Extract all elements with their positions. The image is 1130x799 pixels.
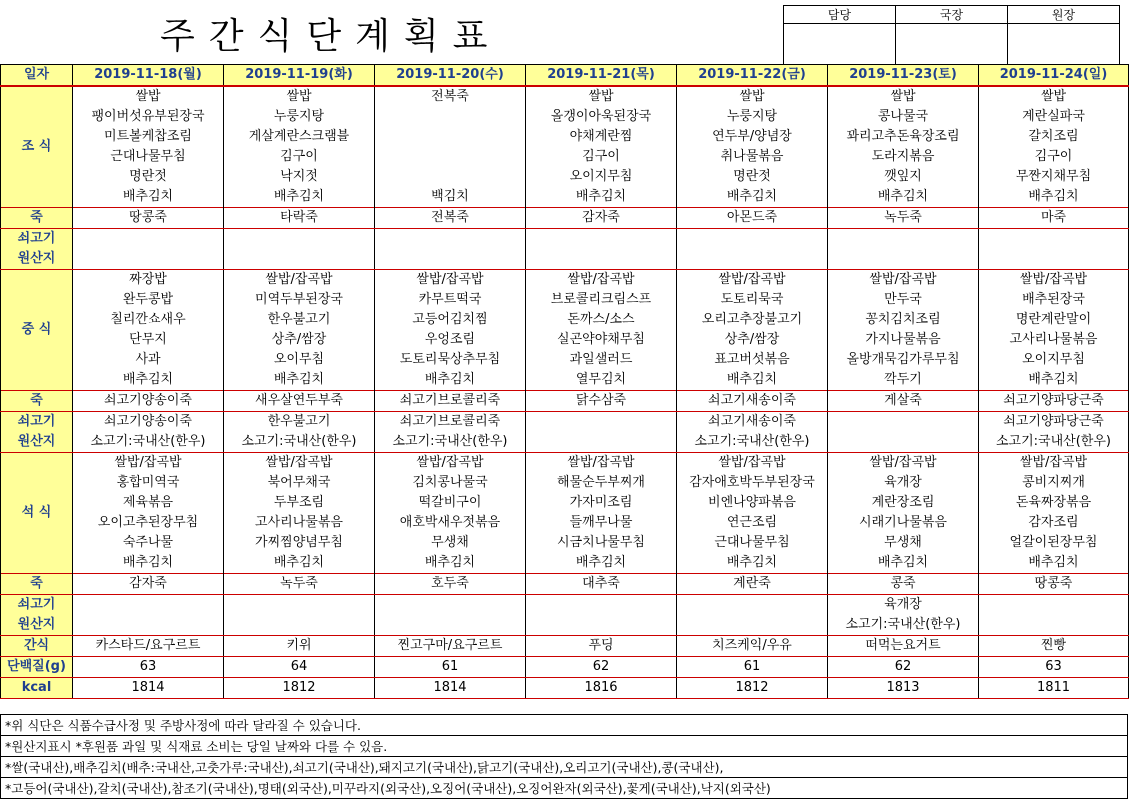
beef-origin-item (375, 249, 526, 270)
beef-origin-item: 쇠고기새송이죽 (677, 412, 828, 433)
beef-origin-item (73, 249, 224, 270)
lunch-item: 칠리깐쇼새우 (73, 310, 224, 330)
kcal-value: 1814 (73, 678, 224, 699)
protein-value: 62 (526, 657, 677, 678)
note-line: *쌀(국내산),배추김치(배추:국내산,고춧가루:국내산),쇠고기(국내산),돼지고기(국내산),닭고기(국내산),오리고기(국내산),콩(국내산), (1, 757, 1128, 778)
beef-origin-item (73, 615, 224, 636)
date-header: 2019-11-21(목) (526, 65, 677, 87)
dinner-item: 육개장 (828, 473, 979, 493)
dinner-item: 쌀밥/잡곡밥 (73, 453, 224, 474)
beef-origin-label: 쇠고기 (1, 229, 73, 250)
lunch-item: 명란계란말이 (979, 310, 1129, 330)
breakfast-item: 명란젓 (73, 167, 224, 187)
breakfast-item: 누룽지탕 (677, 107, 828, 127)
breakfast-label: 조 식 (1, 86, 73, 208)
breakfast-item: 쌀밥 (677, 86, 828, 107)
page-title: 주간식단계획표 (160, 16, 502, 57)
beef-origin-item (375, 229, 526, 250)
dinner-item: 감자애호박두부된장국 (677, 473, 828, 493)
lunch-item: 배추김치 (979, 370, 1129, 391)
beef-origin-item: 소고기:국내산(한우) (224, 432, 375, 453)
beef-origin-label: 원산지 (1, 615, 73, 636)
note-line: *위 식단은 식품수급사정 및 주방사정에 따라 달라질 수 있습니다. (1, 715, 1128, 736)
lunch-item: 배추김치 (73, 370, 224, 391)
breakfast-item: 미트볼케찹조림 (73, 127, 224, 147)
lunch-item: 가지나물볶음 (828, 330, 979, 350)
beef-origin-item: 쇠고기브로콜리죽 (375, 412, 526, 433)
beef-origin-label: 쇠고기 (1, 595, 73, 616)
breakfast-item: 누룽지탕 (224, 107, 375, 127)
lunch-item: 오이무침 (224, 350, 375, 370)
breakfast-item: 배추김치 (224, 187, 375, 208)
dinner-item: 김치콩나물국 (375, 473, 526, 493)
beef-origin-item (979, 615, 1129, 636)
porridge-item: 호두죽 (375, 574, 526, 595)
breakfast-item: 꽈리고추돈육장조림 (828, 127, 979, 147)
lunch-item: 카무트떡국 (375, 290, 526, 310)
porridge-item: 쇠고기양송이죽 (73, 391, 224, 412)
breakfast-item: 배추김치 (526, 187, 677, 208)
lunch-item: 배추김치 (375, 370, 526, 391)
kcal-label: kcal (1, 678, 73, 699)
porridge-item: 마죽 (979, 208, 1129, 229)
lunch-item: 쌀밥/잡곡밥 (677, 270, 828, 291)
beef-origin-item (73, 595, 224, 616)
dinner-item: 쌀밥/잡곡밥 (526, 453, 677, 474)
beef-origin-item (979, 595, 1129, 616)
dinner-item: 무생채 (828, 533, 979, 553)
approval-sign-cell (784, 24, 896, 65)
breakfast-item: 계란실파국 (979, 107, 1129, 127)
dinner-item: 떡갈비구이 (375, 493, 526, 513)
dinner-item: 쌀밥/잡곡밥 (979, 453, 1129, 474)
breakfast-item: 전복죽 (375, 86, 526, 107)
porridge-item: 녹두죽 (828, 208, 979, 229)
lunch-item: 단무지 (73, 330, 224, 350)
lunch-item: 미역두부된장국 (224, 290, 375, 310)
lunch-item: 쌀밥/잡곡밥 (375, 270, 526, 291)
lunch-item: 쌀밥/잡곡밥 (526, 270, 677, 291)
breakfast-item: 배추김치 (979, 187, 1129, 208)
snack-value: 키위 (224, 636, 375, 657)
dinner-item: 쌀밥/잡곡밥 (828, 453, 979, 474)
breakfast-item: 오이지무침 (526, 167, 677, 187)
dinner-item: 숙주나물 (73, 533, 224, 553)
date-header: 2019-11-20(수) (375, 65, 526, 87)
beef-origin-item (224, 595, 375, 616)
breakfast-item: 깻잎지 (828, 167, 979, 187)
breakfast-item: 쌀밥 (73, 86, 224, 107)
dinner-item: 오이고추된장무침 (73, 513, 224, 533)
lunch-item: 배추된장국 (979, 290, 1129, 310)
dinner-item: 얼갈이된장무침 (979, 533, 1129, 553)
dinner-item: 시금치나물무침 (526, 533, 677, 553)
dinner-item: 배추김치 (73, 553, 224, 574)
beef-origin-item (375, 595, 526, 616)
approval-sign-cell (1008, 24, 1120, 65)
porridge-label: 죽 (1, 391, 73, 412)
porridge-item: 전복죽 (375, 208, 526, 229)
date-header: 2019-11-24(일) (979, 65, 1129, 87)
beef-origin-item (828, 412, 979, 433)
lunch-item: 도토리묵국 (677, 290, 828, 310)
lunch-item: 상추/쌈장 (677, 330, 828, 350)
dinner-item: 고사리나물볶음 (224, 513, 375, 533)
notes-box (0, 714, 1128, 799)
breakfast-item: 배추김치 (677, 187, 828, 208)
dinner-item: 배추김치 (677, 553, 828, 574)
beef-origin-item (224, 229, 375, 250)
dinner-item: 쌀밥/잡곡밥 (375, 453, 526, 474)
beef-origin-item: 한우불고기 (224, 412, 375, 433)
lunch-item: 배추김치 (224, 370, 375, 391)
breakfast-item: 낙지젓 (224, 167, 375, 187)
porridge-label: 죽 (1, 574, 73, 595)
snack-value: 찐빵 (979, 636, 1129, 657)
breakfast-item: 배추김치 (73, 187, 224, 208)
protein-value: 63 (979, 657, 1129, 678)
breakfast-item: 도라지볶음 (828, 147, 979, 167)
dinner-item: 돈육짜장볶음 (979, 493, 1129, 513)
porridge-item: 감자죽 (526, 208, 677, 229)
lunch-item: 쌀밥/잡곡밥 (979, 270, 1129, 291)
beef-origin-item (828, 229, 979, 250)
breakfast-item: 백김치 (375, 187, 526, 208)
breakfast-item: 올갱이아욱된장국 (526, 107, 677, 127)
lunch-item: 한우불고기 (224, 310, 375, 330)
porridge-item: 쇠고기브로콜리죽 (375, 391, 526, 412)
breakfast-item: 콩나물국 (828, 107, 979, 127)
beef-origin-item (375, 615, 526, 636)
porridge-item: 쇠고기새송이죽 (677, 391, 828, 412)
porridge-item: 닭수삼죽 (526, 391, 677, 412)
lunch-item: 완두콩밥 (73, 290, 224, 310)
date-header: 2019-11-22(금) (677, 65, 828, 87)
breakfast-item: 쌀밥 (224, 86, 375, 107)
breakfast-item: 야채계란찜 (526, 127, 677, 147)
dinner-item: 배추김치 (224, 553, 375, 574)
beef-origin-item: 쇠고기양송이죽 (73, 412, 224, 433)
beef-origin-item (526, 595, 677, 616)
lunch-item: 열무김치 (526, 370, 677, 391)
approval-box (783, 5, 1120, 65)
porridge-item: 땅콩죽 (73, 208, 224, 229)
beef-origin-item (677, 615, 828, 636)
breakfast-item (375, 107, 526, 127)
dinner-item: 비엔나양파볶음 (677, 493, 828, 513)
beef-origin-item (73, 229, 224, 250)
kcal-value: 1812 (677, 678, 828, 699)
dinner-item: 근대나물무침 (677, 533, 828, 553)
lunch-item: 고등어김치찜 (375, 310, 526, 330)
dinner-item: 배추김치 (979, 553, 1129, 574)
lunch-item: 고사리나물볶음 (979, 330, 1129, 350)
kcal-value: 1813 (828, 678, 979, 699)
lunch-item: 사과 (73, 350, 224, 370)
beef-origin-item (526, 615, 677, 636)
approval-label: 원장 (1008, 6, 1120, 24)
lunch-item: 우엉조림 (375, 330, 526, 350)
dinner-item: 해물순두부찌개 (526, 473, 677, 493)
beef-origin-item (224, 249, 375, 270)
dinner-item: 쌀밥/잡곡밥 (224, 453, 375, 474)
lunch-label: 중 식 (1, 270, 73, 391)
lunch-item: 표고버섯볶음 (677, 350, 828, 370)
kcal-value: 1812 (224, 678, 375, 699)
meal-plan-table (0, 64, 1129, 699)
protein-value: 61 (677, 657, 828, 678)
dinner-item: 가자미조림 (526, 493, 677, 513)
porridge-item: 땅콩죽 (979, 574, 1129, 595)
beef-origin-item (677, 595, 828, 616)
beef-origin-item (526, 412, 677, 433)
protein-value: 63 (73, 657, 224, 678)
beef-origin-item: 소고기:국내산(한우) (979, 432, 1129, 453)
breakfast-item: 김구이 (224, 147, 375, 167)
lunch-item: 짜장밥 (73, 270, 224, 291)
beef-origin-item (979, 249, 1129, 270)
beef-origin-item: 소고기:국내산(한우) (375, 432, 526, 453)
beef-origin-item (526, 249, 677, 270)
breakfast-item: 배추김치 (828, 187, 979, 208)
breakfast-item (375, 127, 526, 147)
dinner-item: 홍합미역국 (73, 473, 224, 493)
beef-origin-item (526, 229, 677, 250)
lunch-item: 만두국 (828, 290, 979, 310)
porridge-item: 계란죽 (677, 574, 828, 595)
dinner-item: 감자조림 (979, 513, 1129, 533)
lunch-item: 올방개묵김가루무침 (828, 350, 979, 370)
kcal-value: 1816 (526, 678, 677, 699)
date-header: 2019-11-19(화) (224, 65, 375, 87)
snack-value: 카스타드/요구르트 (73, 636, 224, 657)
beef-origin-item: 육개장 (828, 595, 979, 616)
beef-origin-label: 쇠고기 (1, 412, 73, 433)
dinner-item: 무생채 (375, 533, 526, 553)
dinner-item: 두부조림 (224, 493, 375, 513)
dinner-label: 석 식 (1, 453, 73, 574)
breakfast-item: 무짠지채무침 (979, 167, 1129, 187)
breakfast-item: 근대나물무침 (73, 147, 224, 167)
porridge-item: 타락죽 (224, 208, 375, 229)
lunch-item: 쌀밥/잡곡밥 (224, 270, 375, 291)
lunch-item: 오리고추장불고기 (677, 310, 828, 330)
note-line: *원산지표시 *후원품 과일 및 식재료 소비는 당일 날짜와 다를 수 있음. (1, 736, 1128, 757)
beef-origin-item: 쇠고기양파당근죽 (979, 412, 1129, 433)
breakfast-item: 쌀밥 (979, 86, 1129, 107)
snack-value: 찐고구마/요구르트 (375, 636, 526, 657)
lunch-item: 돈까스/소스 (526, 310, 677, 330)
dinner-item: 배추김치 (828, 553, 979, 574)
snack-value: 치즈케익/우유 (677, 636, 828, 657)
porridge-item: 새우살연두부죽 (224, 391, 375, 412)
porridge-item: 콩죽 (828, 574, 979, 595)
beef-origin-item (224, 615, 375, 636)
dinner-item: 제육볶음 (73, 493, 224, 513)
breakfast-item: 김구이 (979, 147, 1129, 167)
snack-value: 푸딩 (526, 636, 677, 657)
lunch-item: 도토리묵상추무침 (375, 350, 526, 370)
protein-value: 61 (375, 657, 526, 678)
breakfast-item (375, 167, 526, 187)
kcal-value: 1814 (375, 678, 526, 699)
breakfast-item: 쌀밥 (828, 86, 979, 107)
protein-value: 62 (828, 657, 979, 678)
breakfast-item: 명란젓 (677, 167, 828, 187)
lunch-item: 과일샐러드 (526, 350, 677, 370)
dinner-item: 가찌찜양념무침 (224, 533, 375, 553)
kcal-value: 1811 (979, 678, 1129, 699)
dinner-item: 쌀밥/잡곡밥 (677, 453, 828, 474)
dinner-item: 배추김치 (375, 553, 526, 574)
beef-origin-item (677, 229, 828, 250)
porridge-item: 감자죽 (73, 574, 224, 595)
note-line: *고등어(국내산),갈치(국내산),참조기(국내산),명태(외국산),미꾸라지(외국산),오징어(국내산),오징어완자(외국산),꽃게(국내산),낙지(외국산) (1, 778, 1128, 799)
beef-origin-label: 원산지 (1, 249, 73, 270)
protein-label: 단백질(g) (1, 657, 73, 678)
dinner-item: 애호박새우젓볶음 (375, 513, 526, 533)
breakfast-item (375, 147, 526, 167)
dinner-item: 시래기나물볶음 (828, 513, 979, 533)
lunch-item: 브로콜리크림스프 (526, 290, 677, 310)
breakfast-item: 김구이 (526, 147, 677, 167)
date-header: 2019-11-23(토) (828, 65, 979, 87)
breakfast-item: 연두부/양념장 (677, 127, 828, 147)
breakfast-item: 쌀밥 (526, 86, 677, 107)
porridge-item: 아몬드죽 (677, 208, 828, 229)
porridge-item: 대추죽 (526, 574, 677, 595)
porridge-item: 쇠고기양파당근죽 (979, 391, 1129, 412)
beef-origin-label: 원산지 (1, 432, 73, 453)
protein-value: 64 (224, 657, 375, 678)
dinner-item: 배추김치 (526, 553, 677, 574)
porridge-item: 게살죽 (828, 391, 979, 412)
breakfast-item: 취나물볶음 (677, 147, 828, 167)
lunch-item: 깍두기 (828, 370, 979, 391)
breakfast-item: 팽이버섯유부된장국 (73, 107, 224, 127)
porridge-item: 녹두죽 (224, 574, 375, 595)
date-header: 2019-11-18(월) (73, 65, 224, 87)
lunch-item: 오이지무침 (979, 350, 1129, 370)
dinner-item: 들깨무나물 (526, 513, 677, 533)
approval-sign-cell (896, 24, 1008, 65)
lunch-item: 쌀밥/잡곡밥 (828, 270, 979, 291)
beef-origin-item (526, 432, 677, 453)
lunch-item: 꽁치김치조림 (828, 310, 979, 330)
approval-label: 국장 (896, 6, 1008, 24)
snack-label: 간식 (1, 636, 73, 657)
dinner-item: 연근조림 (677, 513, 828, 533)
lunch-item: 배추김치 (677, 370, 828, 391)
beef-origin-item (828, 249, 979, 270)
lunch-item: 실곤약야채무침 (526, 330, 677, 350)
breakfast-item: 갈치조림 (979, 127, 1129, 147)
beef-origin-item: 소고기:국내산(한우) (677, 432, 828, 453)
porridge-label: 죽 (1, 208, 73, 229)
beef-origin-item (828, 432, 979, 453)
lunch-item: 상추/쌈장 (224, 330, 375, 350)
approval-label: 담당 (784, 6, 896, 24)
beef-origin-item (677, 249, 828, 270)
breakfast-item: 게살계란스크램블 (224, 127, 375, 147)
beef-origin-item: 소고기:국내산(한우) (828, 615, 979, 636)
beef-origin-item (979, 229, 1129, 250)
dinner-item: 콩비지찌개 (979, 473, 1129, 493)
beef-origin-item: 소고기:국내산(한우) (73, 432, 224, 453)
date-header-label: 일자 (1, 65, 73, 87)
snack-value: 떠먹는요거트 (828, 636, 979, 657)
dinner-item: 계란장조림 (828, 493, 979, 513)
dinner-item: 북어무채국 (224, 473, 375, 493)
